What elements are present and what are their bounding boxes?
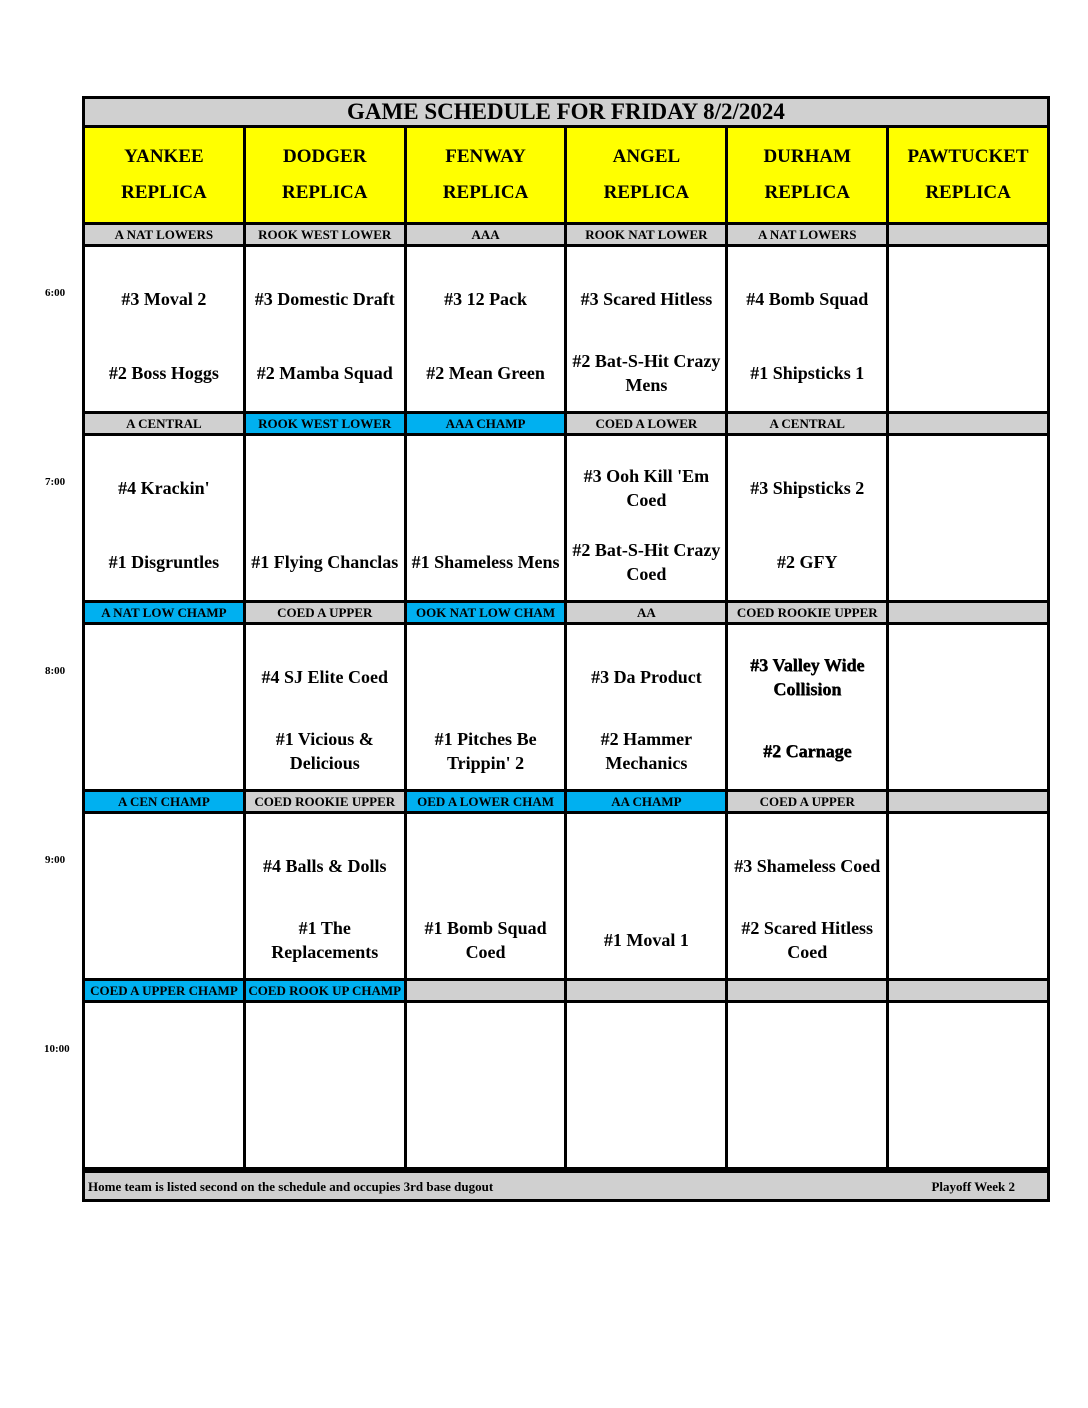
field-subname: REPLICA	[603, 182, 690, 203]
time-label: 7:00	[45, 476, 66, 488]
division-row	[82, 981, 1050, 1003]
schedule-title: GAME SCHEDULE FOR FRIDAY 8/2/2024	[82, 96, 1050, 128]
time-label: 6:00	[45, 287, 66, 299]
game-cell	[85, 814, 246, 978]
away-team	[889, 275, 1047, 323]
home-team	[246, 1105, 404, 1153]
home-team: #2 GFY	[776, 552, 838, 572]
division-label-champ: COED ROOK UP CHAMP	[246, 981, 407, 1000]
away-team: #3 Ooh Kill 'Em Coed	[583, 466, 710, 510]
field-subname: REPLICA	[121, 182, 207, 203]
division-label: ROOK WEST LOWER	[246, 225, 407, 244]
game-cell	[728, 247, 889, 411]
home-team	[889, 1105, 1047, 1153]
home-team: #2 Bat-S-Hit Crazy Mens	[572, 351, 721, 395]
game-cell	[407, 247, 568, 411]
field-name: ANGEL	[612, 146, 681, 167]
division-label: COED A LOWER	[567, 414, 728, 433]
division-label-champ: ROOK WEST LOWER	[246, 414, 407, 433]
division-label-champ: AAA CHAMP	[407, 414, 568, 433]
division-label: COED A UPPER	[246, 603, 407, 622]
game-cell	[889, 247, 1050, 411]
home-team: #2 Mamba Squad	[256, 363, 393, 383]
away-team	[567, 1031, 725, 1079]
away-team: #3 Da Product	[591, 667, 702, 687]
home-team	[85, 916, 243, 964]
game-cell	[889, 1003, 1050, 1167]
division-label-champ: OED A LOWER CHAM	[407, 792, 568, 811]
division-label: A NAT LOWERS	[85, 225, 246, 244]
division-label-champ: COED A UPPER CHAMP	[85, 981, 246, 1000]
game-row	[82, 625, 1050, 792]
game-cell	[407, 436, 568, 600]
field-header-row	[82, 128, 1050, 225]
division-label: AA	[567, 603, 728, 622]
division-label: COED ROOKIE UPPER	[728, 603, 889, 622]
away-team: #3 Moval 2	[121, 289, 207, 309]
game-row	[82, 814, 1050, 981]
home-team: #1 Flying Chanclas	[251, 552, 399, 572]
home-team: #1 Disgruntles	[108, 552, 220, 572]
away-team: #3 Shameless Coed	[734, 856, 881, 876]
game-cell	[246, 814, 407, 978]
away-team	[85, 1031, 243, 1079]
away-team: #3 Scared Hitless	[580, 289, 713, 309]
game-cell	[407, 625, 568, 789]
division-label	[567, 981, 728, 1000]
game-cell	[567, 625, 728, 789]
home-team: #2 Bat-S-Hit Crazy Coed	[572, 540, 721, 584]
home-team: #1 Shameless Mens	[411, 552, 560, 572]
division-label	[889, 414, 1050, 433]
away-team	[728, 1031, 886, 1079]
away-team	[407, 653, 565, 701]
home-team: #1 Moval 1	[603, 930, 689, 950]
game-row	[82, 1003, 1050, 1170]
home-team	[728, 1105, 886, 1153]
game-cell	[85, 625, 246, 789]
division-label	[889, 792, 1050, 811]
division-row	[82, 792, 1050, 814]
field-dodger	[246, 128, 407, 222]
division-row	[82, 414, 1050, 436]
home-team: #2 Scared Hitless Coed	[741, 918, 874, 962]
away-team: #3 Shipsticks 2	[750, 478, 865, 498]
field-name: YANKEE	[124, 146, 204, 167]
division-label: ROOK NAT LOWER	[567, 225, 728, 244]
game-cell	[728, 1003, 889, 1167]
away-team	[85, 653, 243, 701]
schedule-table	[82, 96, 1050, 1202]
home-team: #2 Boss Hoggs	[108, 363, 219, 383]
away-team	[889, 653, 1047, 701]
field-fenway	[407, 128, 568, 222]
away-team	[246, 464, 404, 512]
away-team	[567, 842, 725, 890]
game-cell	[889, 814, 1050, 978]
time-slots	[82, 225, 1050, 1170]
away-team	[407, 842, 565, 890]
field-name: DODGER	[283, 146, 367, 167]
footer-bar	[82, 1170, 1050, 1202]
game-cell	[728, 436, 889, 600]
away-team: #3 12 Pack	[444, 289, 528, 309]
time-label: 10:00	[44, 1043, 70, 1055]
away-team: #3 Domestic Draft	[254, 289, 395, 309]
field-subname: REPLICA	[764, 182, 850, 203]
playoff-week-label: Playoff Week 2	[931, 1179, 1015, 1194]
division-label: A CENTRAL	[85, 414, 246, 433]
division-label: COED ROOKIE UPPER	[246, 792, 407, 811]
away-team	[246, 1031, 404, 1079]
game-cell	[567, 436, 728, 600]
home-team: #2 Hammer Mechanics	[600, 729, 693, 773]
field-pawtucket	[889, 128, 1050, 222]
game-cell	[407, 1003, 568, 1167]
game-cell	[567, 814, 728, 978]
field-angel	[567, 128, 728, 222]
game-cell	[85, 1003, 246, 1167]
field-name: PAWTUCKET	[907, 146, 1029, 167]
division-label-champ: A CEN CHAMP	[85, 792, 246, 811]
field-subname: REPLICA	[925, 182, 1011, 203]
home-team	[85, 1105, 243, 1153]
game-cell	[567, 247, 728, 411]
division-label: AAA	[407, 225, 568, 244]
home-team: #1 Pitches Be Trippin' 2	[434, 729, 537, 773]
division-label	[728, 981, 889, 1000]
away-team	[889, 842, 1047, 890]
away-team	[407, 1031, 565, 1079]
division-label	[889, 603, 1050, 622]
division-label	[889, 981, 1050, 1000]
game-cell	[246, 625, 407, 789]
division-label: A NAT LOWERS	[728, 225, 889, 244]
away-team	[85, 842, 243, 890]
home-team: #1 Bomb Squad Coed	[424, 918, 547, 962]
away-team: #4 Krackin'	[118, 478, 210, 498]
division-label-champ: A NAT LOW CHAMP	[85, 603, 246, 622]
division-label	[407, 981, 568, 1000]
home-team	[889, 916, 1047, 964]
home-team-note: Home team is listed second on the schedule and occupies 3rd base dugout	[88, 1179, 494, 1194]
division-label: COED A UPPER	[728, 792, 889, 811]
game-cell	[246, 247, 407, 411]
away-team	[407, 464, 565, 512]
field-yankee	[85, 128, 246, 222]
home-team: #2 Mean Green	[426, 363, 545, 383]
division-label	[889, 225, 1050, 244]
game-cell	[567, 1003, 728, 1167]
home-team: #1 Shipsticks 1	[750, 363, 865, 383]
game-cell	[728, 814, 889, 978]
game-cell	[889, 436, 1050, 600]
division-row	[82, 603, 1050, 625]
away-team: #3 Valley Wide Collision	[750, 655, 865, 699]
field-subname: REPLICA	[442, 182, 529, 203]
field-name: DURHAM	[763, 146, 852, 167]
home-team	[85, 727, 243, 775]
home-team: #1 The Replacements	[271, 918, 379, 962]
game-cell	[407, 814, 568, 978]
away-team	[889, 1031, 1047, 1079]
game-cell	[728, 625, 889, 789]
division-label-champ: AA CHAMP	[567, 792, 728, 811]
home-team: #2 Carnage	[762, 741, 852, 761]
home-team	[567, 1105, 725, 1153]
home-team	[889, 538, 1047, 586]
away-team: #4 Balls & Dolls	[262, 856, 387, 876]
game-cell	[246, 1003, 407, 1167]
field-name: FENWAY	[445, 146, 526, 167]
division-label: A CENTRAL	[728, 414, 889, 433]
home-team: #1 Vicious & Delicious	[275, 729, 374, 773]
division-row	[82, 225, 1050, 247]
game-row	[82, 436, 1050, 603]
time-label: 9:00	[45, 854, 66, 866]
away-team: #4 Bomb Squad	[746, 289, 869, 309]
game-cell	[85, 436, 246, 600]
home-team	[889, 727, 1047, 775]
game-cell	[85, 247, 246, 411]
away-team: #4 SJ Elite Coed	[261, 667, 388, 687]
game-row	[82, 247, 1050, 414]
field-durham	[728, 128, 889, 222]
game-cell	[889, 625, 1050, 789]
home-team	[889, 349, 1047, 397]
field-subname: REPLICA	[281, 182, 368, 203]
game-cell	[246, 436, 407, 600]
away-team	[889, 464, 1047, 512]
home-team	[407, 1105, 565, 1153]
time-label: 8:00	[45, 665, 66, 677]
division-label-champ: OOK NAT LOW CHAM	[407, 603, 568, 622]
